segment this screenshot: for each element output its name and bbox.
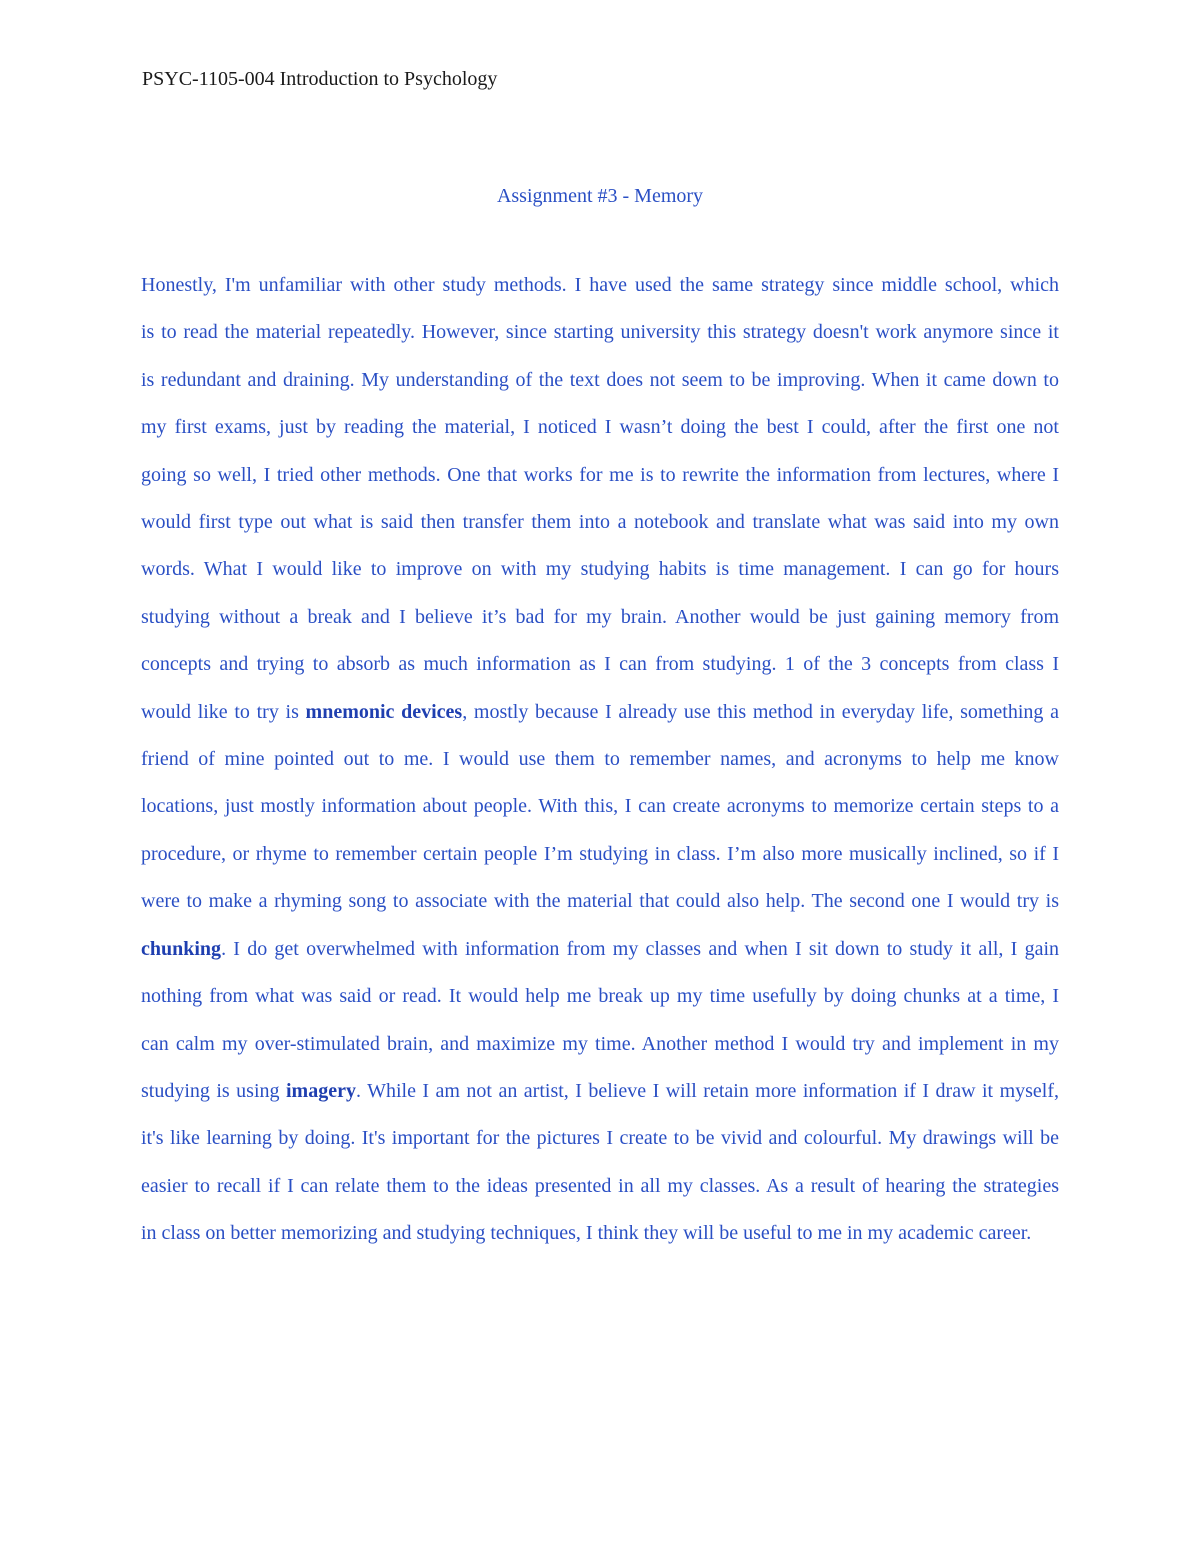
line-text: would first type out what is said then transfer them into a notebook and translate what was said into my own	[141, 511, 1059, 534]
paragraph-line	[141, 594, 1059, 641]
paragraph-line	[141, 878, 1059, 925]
line-text: would like to try is	[141, 700, 306, 723]
line-text: . While I am not an artist, I believe I will retain more information if I draw it myself,	[355, 1079, 1060, 1102]
paragraph-line	[141, 1021, 1059, 1068]
line-text: my first exams, just by reading the material, I noticed I wasn’t doing the best I could, after the first one not	[141, 416, 1059, 439]
paragraph-line	[141, 973, 1059, 1020]
line-text: words. What I would like to improve on with my studying habits is time management. I can go for hours	[141, 558, 1059, 581]
line-text: is redundant and draining. My understanding of the text does not seem to be improving. When it came down to	[141, 368, 1059, 391]
paragraph-line	[141, 736, 1059, 783]
key-term: imagery	[285, 1079, 356, 1102]
line-text: easier to recall if I can relate them to the ideas presented in all my classes. As a result of hearing the strategies	[141, 1174, 1059, 1197]
paragraph-line	[141, 1115, 1059, 1162]
paragraph-line	[141, 309, 1059, 356]
paragraph-line	[141, 689, 1059, 736]
line-text: procedure, or rhyme to remember certain people I’m studying in class. I’m also more musically inclined, so if I	[141, 842, 1059, 865]
course-header: PSYC-1105-004 Introduction to Psychology	[142, 68, 498, 90]
line-text: studying is using	[141, 1079, 286, 1102]
paragraph-line	[141, 452, 1059, 499]
line-text: friend of mine pointed out to me. I would use them to remember names, and acronyms to help me know	[141, 748, 1059, 771]
line-text: . I do get overwhelmed with information from my classes and when I sit down to study it all, I gain	[221, 937, 1059, 960]
assignment-title: Assignment #3 - Memory	[496, 185, 704, 207]
line-text: is to read the material repeatedly. However, since starting university this strategy doesn't work anymore since it	[141, 321, 1059, 344]
essay-body	[141, 262, 1059, 1258]
paragraph-line	[141, 499, 1059, 546]
line-text: can calm my over-stimulated brain, and maximize my time. Another method I would try and implement in my	[141, 1032, 1059, 1055]
key-term: chunking	[141, 937, 222, 960]
paragraph-line	[141, 546, 1059, 593]
paragraph-line	[141, 1163, 1059, 1210]
line-text: studying without a break and I believe it’s bad for my brain. Another would be just gaining memory from	[141, 605, 1059, 628]
line-text: locations, just mostly information about people. With this, I can create acronyms to memorize certain steps to a	[141, 795, 1059, 818]
paragraph-line	[141, 404, 1059, 451]
paragraph-line	[141, 357, 1059, 404]
line-text: concepts and trying to absorb as much information as I can from studying. 1 of the 3 concepts from class I	[141, 653, 1059, 676]
paragraph-line	[141, 1068, 1059, 1115]
key-term: mnemonic devices	[305, 700, 463, 723]
line-text: were to make a rhyming song to associate with the material that could also help. The second one I would try is	[141, 890, 1059, 913]
paragraph-line	[141, 783, 1059, 830]
line-text: Honestly, I'm unfamiliar with other study methods. I have used the same strategy since middle school, which	[141, 274, 1059, 296]
line-text: in class on better memorizing and studying techniques, I think they will be useful to me in my academic career.	[141, 1222, 1032, 1245]
line-text: , mostly because I already use this method in everyday life, something a	[462, 700, 1059, 723]
line-text: going so well, I tried other methods. One that works for me is to rewrite the information from lectures, where I	[141, 463, 1059, 486]
paragraph-line	[141, 926, 1059, 973]
paragraph-line	[141, 1210, 1059, 1257]
paragraph-line	[141, 641, 1059, 688]
line-text: nothing from what was said or read. It would help me break up my time usefully by doing chunks at a time, I	[141, 985, 1059, 1008]
paragraph-line	[141, 262, 1059, 309]
line-text: it's like learning by doing. It's important for the pictures I create to be vivid and colourful. My drawings will be	[141, 1127, 1059, 1150]
paragraph-line	[141, 831, 1059, 878]
